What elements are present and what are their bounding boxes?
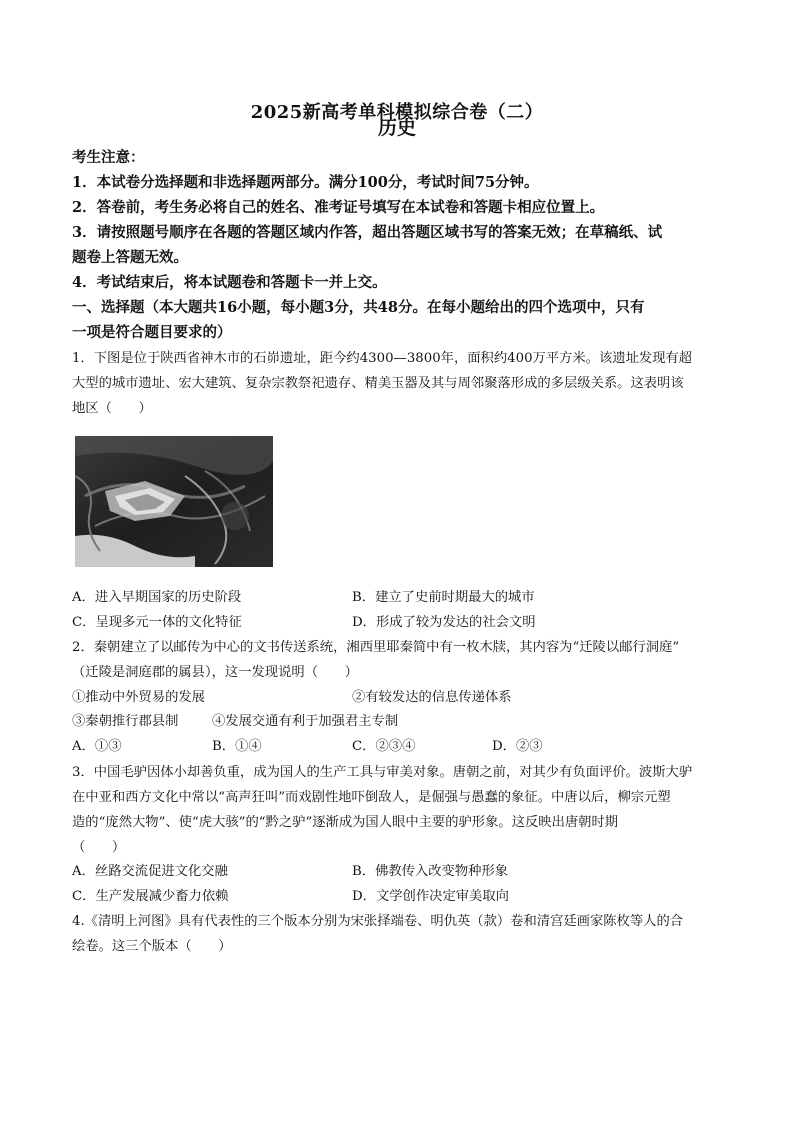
question-3-option-b: B．佛教传入改变物种形象 [352, 864, 509, 879]
notice-item: 2．答卷前，考生务必将自己的姓名、准考证号填写在本试卷和答题卡相应位置上。 [72, 199, 605, 216]
question-2-option-d: D．②③ [492, 739, 543, 754]
exam-subject: 历史 [377, 117, 416, 139]
question-2-option-c: C．②③④ [352, 739, 416, 754]
question-2-text: 2．秦朝建立了以邮传为中心的文书传送系统，湘西里耶秦简中有一枚木牍，其内容为“迁陵以邮行洞庭” [72, 640, 680, 655]
question-2-statement-3: ③秦朝推行郡县制 [72, 714, 179, 729]
question-2-statement-4: ④发展交通有利于加强君主专制 [212, 714, 399, 729]
notice-heading: 考生注意： [72, 149, 145, 166]
question-3-text: 3．中国毛驴因体小却善负重，成为国人的生产工具与审美对象。唐朝之前，对其少有负面评价。波斯大驴 [72, 765, 693, 780]
question-2-statement-2: ②有较发达的信息传递体系 [352, 690, 512, 705]
notice-item: 1．本试卷分选择题和非选择题两部分。满分100分，考试时间75分钟。 [72, 174, 539, 191]
notice-item: 3．请按照题号顺序在各题的答题区域内作答，超出答题区域书写的答案无效；在草稿纸、试 [72, 224, 663, 241]
notice-item: 题卷上答题无效。 [72, 249, 188, 266]
question-1-option-c: C．呈现多元一体的文化特征 [72, 615, 242, 630]
question-1-text: 大型的城市遗址、宏大建筑、复杂宗教祭祀遗存、精美玉器及其与周邻聚落形成的多层级关系。这表明该 [72, 376, 684, 391]
shimao-site-photo [75, 436, 273, 567]
question-4-text: 4.《清明上河图》具有代表性的三个版本分别为宋张择端卷、明仇英（款）卷和清宫廷画家陈枚等人的合 [72, 914, 684, 929]
question-3-text: 在中亚和西方文化中常以“高声狂叫”而戏剧性地吓倒敌人，是倔强与愚蠢的象征。中唐以后，柳宗元塑 [72, 790, 671, 805]
exam-title: 2025新高考单科模拟综合卷（二） [250, 102, 544, 123]
question-2-text: （迁陵是洞庭郡的属县），这一发现说明（ ） [72, 665, 358, 680]
question-1-text: 1．下图是位于陕西省神木市的石峁遗址，距今约4300—3800年，面积约400万平方米。该遗址发现有超 [72, 351, 693, 366]
question-1-option-b: B．建立了史前时期最大的城市 [352, 590, 535, 605]
notice-item: 4．考试结束后，将本试题卷和答题卡一并上交。 [72, 274, 387, 291]
section-heading: 一项是符合题目要求的） [72, 324, 232, 341]
question-2-option-a: A．①③ [72, 739, 122, 754]
question-3-option-d: D．文学创作决定审美取向 [352, 889, 509, 904]
question-3-option-c: C．生产发展减少畜力依赖 [72, 889, 229, 904]
question-2-option-b: B．①④ [212, 739, 262, 754]
section-heading: 一、选择题（本大题共16小题，每小题3分，共48分。在每小题给出的四个选项中，只有 [72, 299, 645, 316]
question-3-text: 造的“庞然大物”、使“虎大骇”的“黔之驴”逐渐成为国人眼中主要的驴形象。这反映出唐朝时期 [72, 815, 619, 830]
question-1-option-d: D．形成了较为发达的社会文明 [352, 615, 536, 630]
question-3-option-a: A．丝路交流促进文化交融 [72, 864, 228, 879]
question-3-text: （ ） [72, 840, 126, 855]
question-1-text: 地区（ ） [72, 401, 152, 416]
question-2-statement-1: ①推动中外贸易的发展 [72, 690, 205, 705]
question-4-text: 绘卷。这三个版本（ ） [72, 939, 232, 954]
question-1-option-a: A．进入早期国家的历史阶段 [72, 590, 242, 605]
